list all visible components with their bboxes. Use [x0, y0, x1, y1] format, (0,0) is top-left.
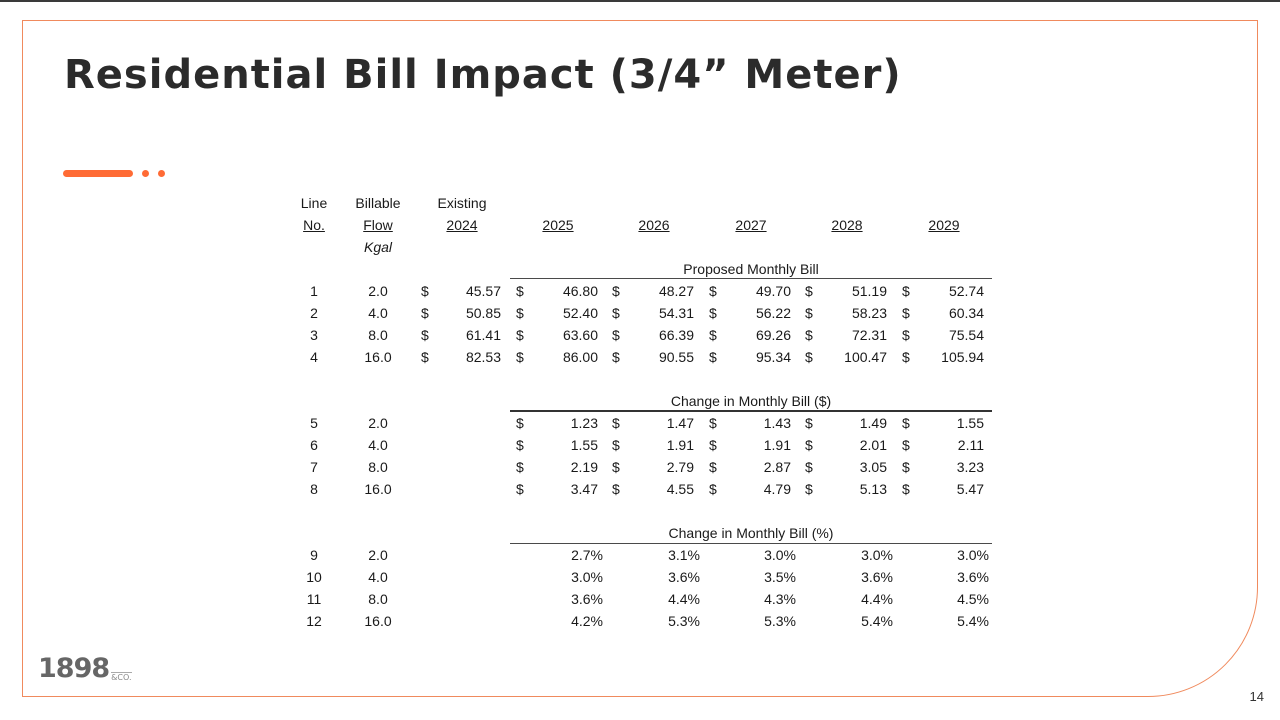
- currency-symbol: $: [612, 283, 620, 299]
- line-number: 12: [306, 613, 322, 629]
- currency-symbol: $: [709, 349, 717, 365]
- section-rule-1: [510, 278, 992, 279]
- pct-change-2025: 3.6%: [571, 591, 603, 607]
- billable-flow: 8.0: [368, 591, 388, 607]
- existing-2024-value: 45.57: [465, 283, 501, 299]
- billable-flow: 8.0: [368, 459, 388, 475]
- pct-change-2028: 4.4%: [861, 591, 893, 607]
- page-number: 14: [1249, 689, 1264, 704]
- line-number: 6: [310, 437, 318, 453]
- billable-flow: 16.0: [364, 481, 392, 497]
- section-rule-3: [510, 543, 992, 544]
- currency-symbol: $: [516, 349, 524, 365]
- bill-value-2028: 58.23: [851, 305, 887, 321]
- header-year-2028: 2028: [831, 217, 863, 233]
- pct-change-2029: 5.4%: [957, 613, 989, 629]
- bill-value-2028: 3.05: [859, 459, 887, 475]
- bill-value-2025: 46.80: [562, 283, 598, 299]
- bill-value-2026: 48.27: [658, 283, 694, 299]
- bill-value-2029: 52.74: [948, 283, 984, 299]
- pct-change-2028: 3.6%: [861, 569, 893, 585]
- currency-symbol: $: [612, 459, 620, 475]
- currency-symbol: $: [709, 481, 717, 497]
- currency-symbol: $: [421, 283, 429, 299]
- header-existing-year: 2024: [446, 217, 478, 233]
- currency-symbol: $: [805, 305, 813, 321]
- pct-change-2025: 2.7%: [571, 547, 603, 563]
- currency-symbol: $: [612, 327, 620, 343]
- bill-value-2025: 63.60: [562, 327, 598, 343]
- bill-value-2027: 4.79: [763, 481, 791, 497]
- header-billable: Billable: [355, 195, 401, 211]
- currency-symbol: $: [805, 459, 813, 475]
- pct-change-2026: 3.6%: [668, 569, 700, 585]
- bill-value-2029: 75.54: [948, 327, 984, 343]
- line-number: 10: [306, 569, 322, 585]
- billable-flow: 16.0: [364, 613, 392, 629]
- bill-value-2028: 1.49: [859, 415, 887, 431]
- pct-change-2029: 3.0%: [957, 547, 989, 563]
- currency-symbol: $: [902, 349, 910, 365]
- currency-symbol: $: [612, 415, 620, 431]
- bill-value-2026: 54.31: [658, 305, 694, 321]
- currency-symbol: $: [709, 327, 717, 343]
- bill-value-2026: 1.91: [666, 437, 694, 453]
- currency-symbol: $: [709, 415, 717, 431]
- section-label-3: Change in Monthly Bill (%): [668, 525, 834, 541]
- currency-symbol: $: [516, 283, 524, 299]
- bill-value-2027: 49.70: [755, 283, 791, 299]
- bill-value-2027: 56.22: [755, 305, 791, 321]
- bill-value-2028: 72.31: [851, 327, 887, 343]
- bill-value-2026: 90.55: [658, 349, 694, 365]
- accent-bar: [63, 170, 133, 177]
- currency-symbol: $: [516, 459, 524, 475]
- currency-symbol: $: [516, 327, 524, 343]
- pct-change-2027: 5.3%: [764, 613, 796, 629]
- bill-value-2026: 2.79: [666, 459, 694, 475]
- currency-symbol: $: [902, 327, 910, 343]
- currency-symbol: $: [805, 481, 813, 497]
- currency-symbol: $: [709, 459, 717, 475]
- bill-value-2025: 1.55: [570, 437, 598, 453]
- pct-change-2027: 4.3%: [764, 591, 796, 607]
- bill-value-2029: 3.23: [956, 459, 984, 475]
- bill-value-2028: 100.47: [844, 349, 887, 365]
- existing-2024-value: 61.41: [465, 327, 501, 343]
- logo-suffix: &CO.: [111, 673, 132, 682]
- pct-change-2029: 4.5%: [957, 591, 989, 607]
- pct-change-2027: 3.5%: [764, 569, 796, 585]
- header-line-label: Line: [300, 195, 328, 211]
- bill-value-2029: 5.47: [956, 481, 984, 497]
- accent-dot: [142, 170, 149, 177]
- currency-symbol: $: [516, 305, 524, 321]
- bill-value-2029: 60.34: [948, 305, 984, 321]
- currency-symbol: $: [709, 437, 717, 453]
- line-number: 2: [310, 305, 318, 321]
- pct-change-2028: 3.0%: [861, 547, 893, 563]
- accent-dot: [158, 170, 165, 177]
- bill-value-2029: 105.94: [941, 349, 984, 365]
- bill-value-2028: 51.19: [851, 283, 887, 299]
- currency-symbol: $: [516, 481, 524, 497]
- section-rule-2: [510, 410, 992, 412]
- line-number: 1: [310, 283, 318, 299]
- line-number: 9: [310, 547, 318, 563]
- company-logo: [38, 654, 132, 684]
- header-flow: Flow: [363, 217, 393, 233]
- currency-symbol: $: [421, 305, 429, 321]
- bill-value-2028: 5.13: [859, 481, 887, 497]
- pct-change-2025: 3.0%: [571, 569, 603, 585]
- bill-value-2025: 52.40: [562, 305, 598, 321]
- billable-flow: 2.0: [368, 283, 388, 299]
- pct-change-2026: 3.1%: [668, 547, 700, 563]
- pct-change-2026: 5.3%: [668, 613, 700, 629]
- bill-value-2026: 1.47: [666, 415, 694, 431]
- bill-value-2025: 86.00: [562, 349, 598, 365]
- existing-2024-value: 82.53: [465, 349, 501, 365]
- currency-symbol: $: [516, 437, 524, 453]
- section-label-1: Proposed Monthly Bill: [683, 261, 819, 277]
- billable-flow: 16.0: [364, 349, 392, 365]
- header-year-2027: 2027: [735, 217, 767, 233]
- pct-change-2029: 3.6%: [957, 569, 989, 585]
- currency-symbol: $: [805, 327, 813, 343]
- billable-flow: 8.0: [368, 327, 388, 343]
- billable-flow: 4.0: [368, 305, 388, 321]
- bill-value-2025: 2.19: [570, 459, 598, 475]
- line-number: 4: [310, 349, 318, 365]
- currency-symbol: $: [902, 459, 910, 475]
- header-existing: Existing: [437, 195, 487, 211]
- bill-value-2027: 2.87: [763, 459, 791, 475]
- currency-symbol: $: [902, 283, 910, 299]
- billable-flow: 4.0: [368, 569, 388, 585]
- top-rule: [0, 0, 1280, 2]
- bill-value-2027: 69.26: [755, 327, 791, 343]
- currency-symbol: $: [612, 481, 620, 497]
- bill-value-2027: 1.43: [763, 415, 791, 431]
- billable-flow: 2.0: [368, 415, 388, 431]
- currency-symbol: $: [902, 305, 910, 321]
- line-number: 11: [306, 591, 322, 607]
- line-number: 5: [310, 415, 318, 431]
- currency-symbol: $: [709, 305, 717, 321]
- slide-title: Residential Bill Impact (3/4” Meter): [64, 52, 902, 98]
- section-label-2: Change in Monthly Bill ($): [670, 393, 832, 409]
- billable-flow: 2.0: [368, 547, 388, 563]
- bill-value-2025: 3.47: [570, 481, 598, 497]
- billable-flow: 4.0: [368, 437, 388, 453]
- currency-symbol: $: [516, 415, 524, 431]
- currency-symbol: $: [902, 481, 910, 497]
- header-year-2029: 2029: [928, 217, 960, 233]
- currency-symbol: $: [902, 415, 910, 431]
- bill-value-2027: 95.34: [755, 349, 791, 365]
- pct-change-2027: 3.0%: [764, 547, 796, 563]
- bill-value-2028: 2.01: [859, 437, 887, 453]
- currency-symbol: $: [805, 349, 813, 365]
- currency-symbol: $: [902, 437, 910, 453]
- currency-symbol: $: [805, 283, 813, 299]
- pct-change-2028: 5.4%: [861, 613, 893, 629]
- bill-value-2026: 66.39: [658, 327, 694, 343]
- currency-symbol: $: [612, 305, 620, 321]
- header-year-2026: 2026: [638, 217, 670, 233]
- currency-symbol: $: [709, 283, 717, 299]
- pct-change-2025: 4.2%: [571, 613, 603, 629]
- bill-value-2029: 2.11: [957, 437, 984, 453]
- line-number: 7: [310, 459, 318, 475]
- bill-value-2026: 4.55: [666, 481, 694, 497]
- currency-symbol: $: [421, 349, 429, 365]
- line-number: 8: [310, 481, 318, 497]
- currency-symbol: $: [421, 327, 429, 343]
- bill-value-2025: 1.23: [570, 415, 598, 431]
- logo-number: 1898: [38, 653, 110, 684]
- bill-value-2029: 1.55: [956, 415, 984, 431]
- existing-2024-value: 50.85: [465, 305, 501, 321]
- slide-frame: [22, 20, 1258, 697]
- line-number: 3: [310, 327, 318, 343]
- currency-symbol: $: [612, 349, 620, 365]
- header-kgal: Kgal: [363, 239, 393, 255]
- currency-symbol: $: [805, 415, 813, 431]
- currency-symbol: $: [805, 437, 813, 453]
- header-year-2025: 2025: [542, 217, 574, 233]
- bill-value-2027: 1.91: [763, 437, 791, 453]
- pct-change-2026: 4.4%: [668, 591, 700, 607]
- currency-symbol: $: [612, 437, 620, 453]
- header-line-no: No.: [303, 217, 325, 233]
